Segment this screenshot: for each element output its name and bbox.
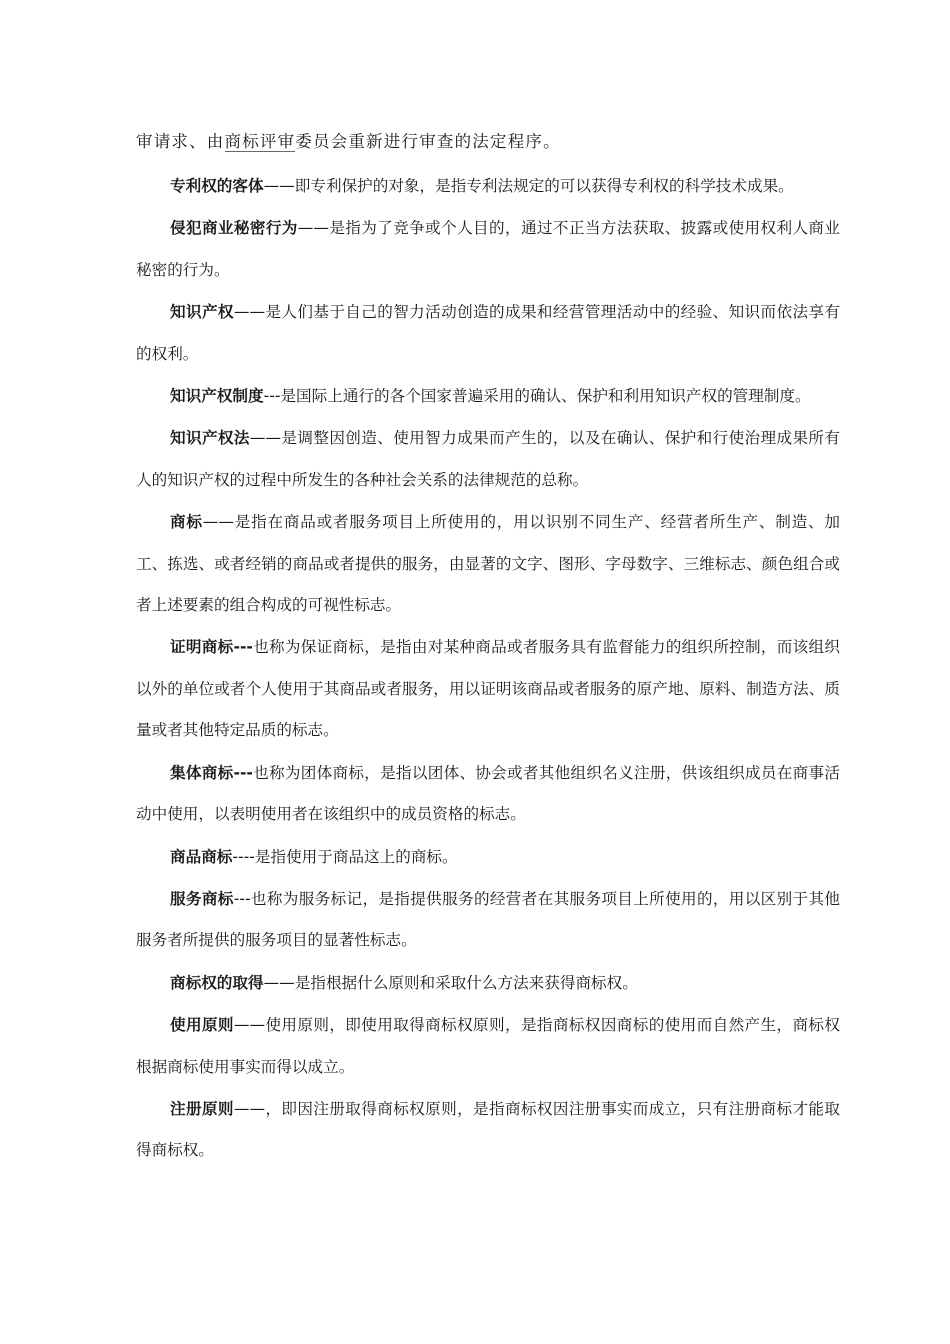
definition-text: ——是人们基于自己的智力活动创造的成果和经营管理活动中的经验、知识而依法享有的权利。 — [136, 303, 840, 363]
definition-term: 集体商标--- — [170, 763, 253, 782]
definition-term: 证明商标--- — [170, 638, 253, 657]
continued-text-start: 审请求、由 — [136, 132, 225, 151]
definition-intellectual-property — [136, 292, 840, 375]
underlined-term: 商标评审 — [224, 132, 296, 151]
definition-service-mark — [136, 879, 840, 962]
definition-text: ——即专利保护的对象，是指专利法规定的可以获得专利权的科学技术成果。 — [263, 177, 794, 195]
definition-certification-mark — [136, 627, 840, 751]
definition-text: ——是指在商品或者服务项目上所使用的，用以识别不同生产、经营者所生产、制造、加工、拣选、或者经销的商品或者提供的服务，由显著的文字、图形、字母数字、三维标志、颜色组合或者上述要素的组合构成的可视性标志。 — [136, 513, 840, 615]
definition-term: 知识产权制度 — [170, 387, 264, 406]
definition-ip-law — [136, 418, 840, 501]
definition-text: ---是国际上通行的各个国家普遍采用的确认、保护和利用知识产权的管理制度。 — [263, 387, 811, 406]
definition-text: 也称为保证商标，是指由对某种商品或者服务具有监督能力的组织所控制，而该组织以外的单位或者个人使用于其商品或者服务，用以证明该商品或者服务的原产地、原料、制造方法、质量或者其他特定品质的标志。 — [136, 638, 840, 740]
definition-text: ——是调整因创造、使用智力成果而产生的，以及在确认、保护和行使治理成果所有人的知识产权的过程中所发生的各种社会关系的法律规范的总称。 — [136, 429, 840, 489]
definitions-list — [136, 166, 840, 1173]
definition-text: 也称为团体商标，是指以团体、协会或者其他组织名义注册，供该组织成员在商事活动中使用，以表明使用者在该组织中的成员资格的标志。 — [136, 763, 840, 824]
definition-goods-mark — [136, 837, 840, 878]
definition-term: 侵犯商业秘密行为 — [170, 219, 298, 238]
definition-term: 服务商标 — [170, 889, 234, 908]
definition-term: 商标权的取得 — [170, 973, 264, 992]
definition-term: 知识产权法 — [170, 429, 250, 448]
definition-term: 商品商标 — [170, 847, 233, 866]
definition-registration-principle — [136, 1089, 840, 1172]
definition-term: 专利权的客体 — [170, 177, 264, 195]
definition-text: ----是指使用于商品这上的商标。 — [232, 847, 458, 866]
definition-term: 知识产权 — [170, 303, 234, 322]
definition-ip-system — [136, 376, 840, 417]
definition-text: ---也称为服务标记，是指提供服务的经营者在其服务项目上所使用的，用以区别于其他服务者所提供的服务项目的显著性标志。 — [136, 889, 840, 950]
definition-text: ——使用原则，即使用取得商标权原则，是指商标权因商标的使用而自然产生，商标权根据商标使用事实而得以成立。 — [136, 1016, 840, 1076]
definition-trademark-acquisition — [136, 963, 840, 1004]
definition-term: 使用原则 — [170, 1016, 234, 1035]
definition-term: 注册原则 — [170, 1099, 234, 1118]
definition-patent-object — [136, 166, 840, 207]
definition-text: ——，即因注册取得商标权原则，是指商标权因注册事实而成立，只有注册商标才能取得商标权。 — [136, 1099, 840, 1160]
definition-use-principle — [136, 1005, 840, 1088]
definition-collective-mark — [136, 753, 840, 836]
continued-paragraph — [136, 128, 840, 156]
definition-trademark — [136, 502, 840, 626]
continued-text-end: 委员会重新进行审查的法定程序。 — [295, 132, 561, 151]
definition-trade-secret-infringement — [136, 208, 840, 291]
definition-term: 商标 — [170, 513, 203, 532]
definition-text: ——是指根据什么原则和采取什么方法来获得商标权。 — [263, 973, 638, 992]
definition-text: ——是指为了竞争或个人目的，通过不正当方法获取、披露或使用权利人商业秘密的行为。 — [136, 219, 840, 279]
